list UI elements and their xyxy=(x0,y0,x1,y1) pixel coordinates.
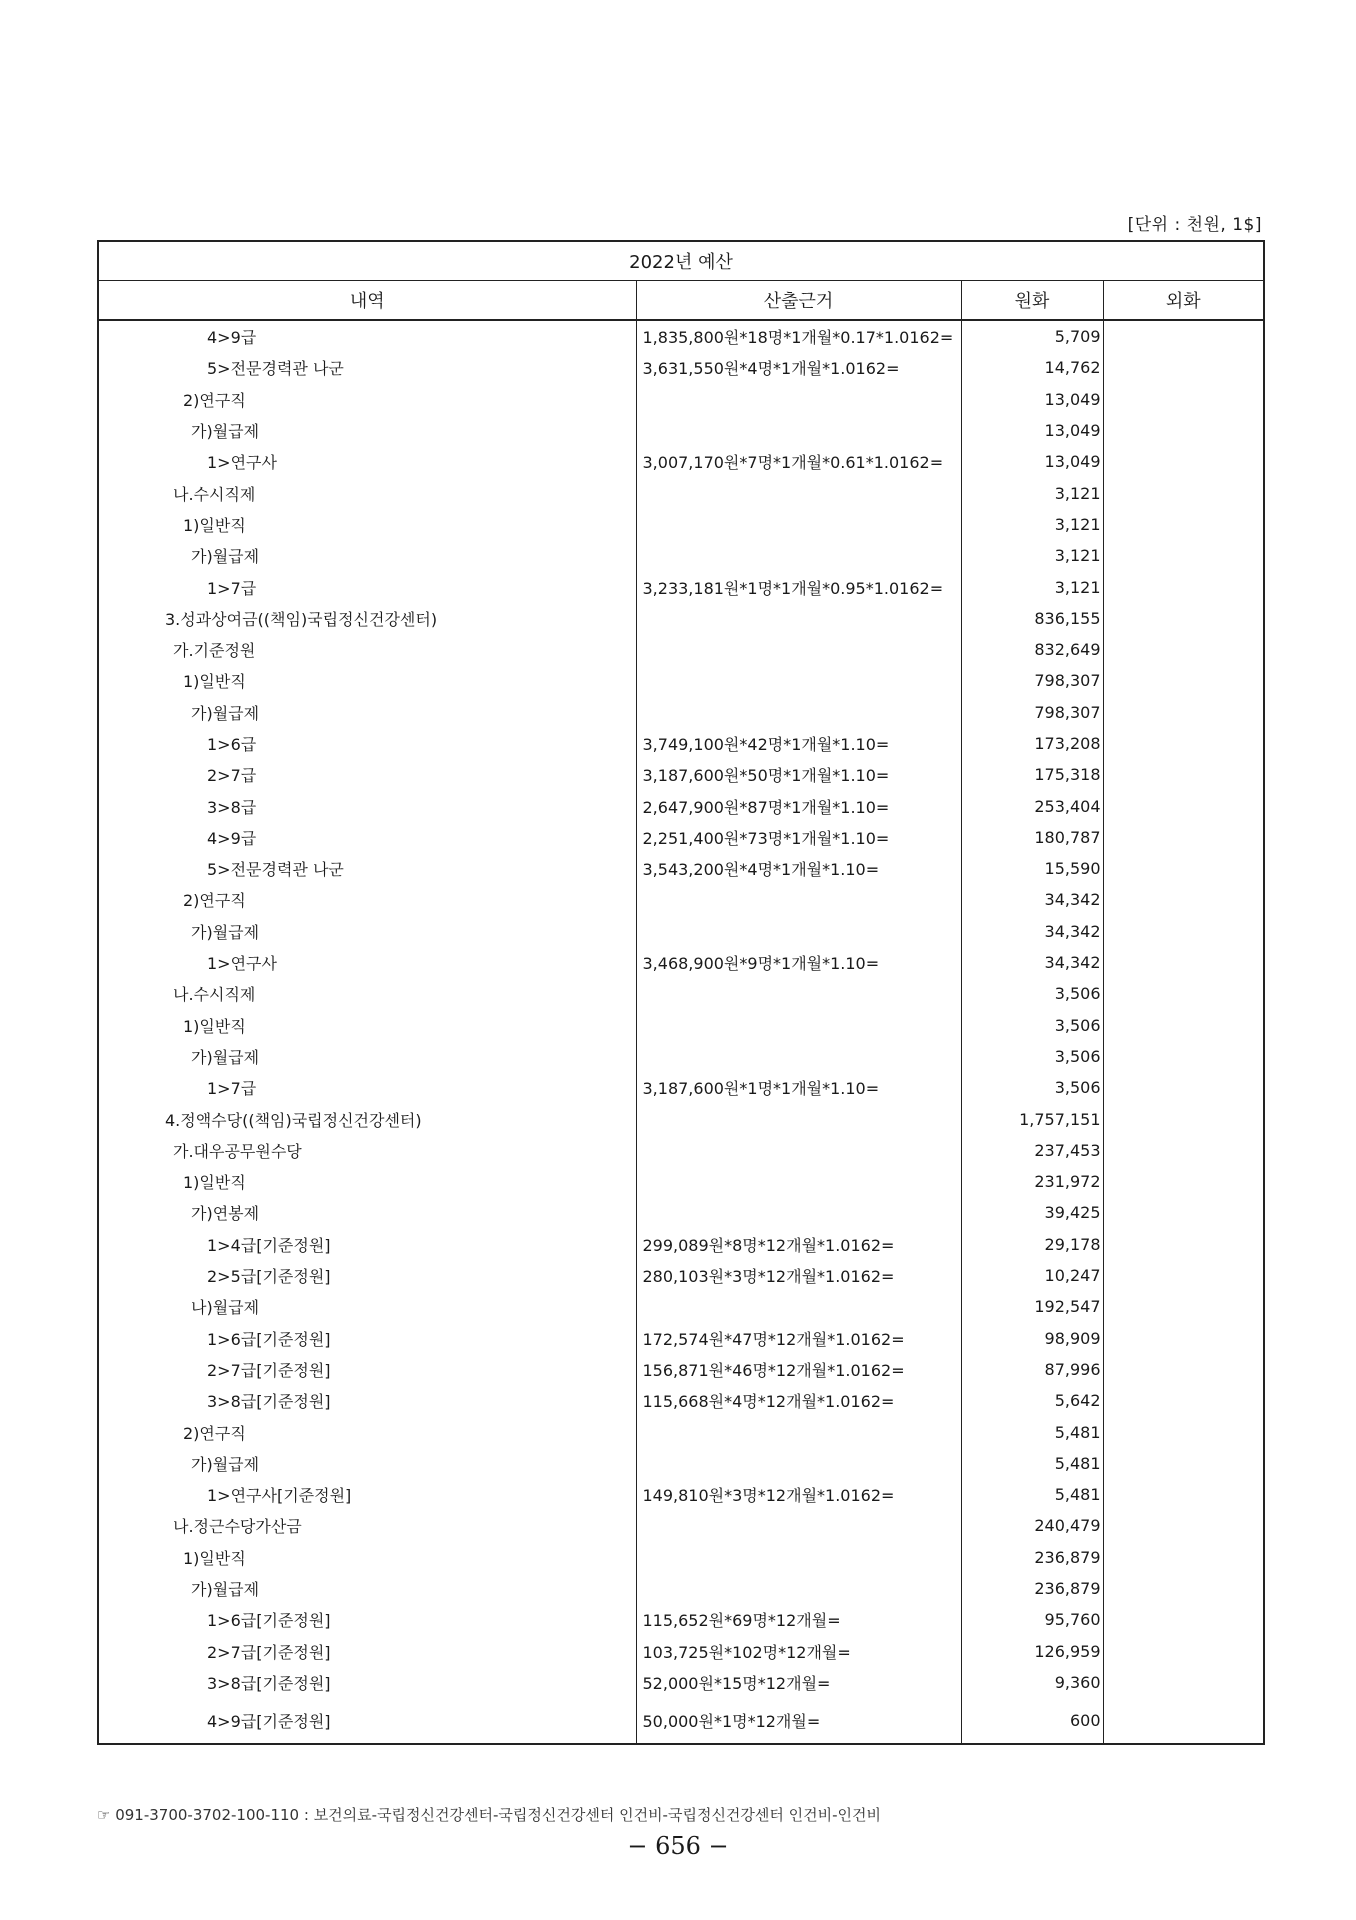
table-row xyxy=(98,822,1264,853)
row-krw: 29,178 xyxy=(961,1229,1103,1260)
row-krw: 126,959 xyxy=(961,1635,1103,1666)
row-item: 5>전문경력관 나군 xyxy=(98,853,636,884)
row-basis: 103,725원*102명*12개월= xyxy=(636,1635,961,1666)
row-fx xyxy=(1103,1667,1264,1698)
row-fx xyxy=(1103,1291,1264,1322)
table-row xyxy=(98,571,1264,602)
table-row xyxy=(98,1072,1264,1103)
table-row xyxy=(98,1604,1264,1635)
row-item: 1>연구사[기준정원] xyxy=(98,1479,636,1510)
row-krw: 253,404 xyxy=(961,790,1103,821)
row-fx xyxy=(1103,1510,1264,1541)
row-item: 3.성과상여금((책임)국립정신건강센터) xyxy=(98,603,636,634)
row-basis xyxy=(636,384,961,415)
row-fx xyxy=(1103,320,1264,352)
row-basis: 115,668원*4명*12개월*1.0162= xyxy=(636,1385,961,1416)
table-row xyxy=(98,1698,1264,1744)
header-basis: 산출근거 xyxy=(636,281,961,321)
row-item: 가)월급제 xyxy=(98,1041,636,1072)
row-item: 나.수시직제 xyxy=(98,978,636,1009)
row-fx xyxy=(1103,1448,1264,1479)
row-basis xyxy=(636,415,961,446)
unit-note: [단위 : 천원, 1$] xyxy=(1127,215,1262,235)
row-basis xyxy=(636,1416,961,1447)
row-fx xyxy=(1103,540,1264,571)
row-fx xyxy=(1103,1103,1264,1134)
row-basis: 3,233,181원*1명*1개월*0.95*1.0162= xyxy=(636,571,961,602)
row-item: 1>6급 xyxy=(98,728,636,759)
table-row xyxy=(98,352,1264,383)
row-basis: 3,543,200원*4명*1개월*1.10= xyxy=(636,853,961,884)
row-krw: 1,757,151 xyxy=(961,1103,1103,1134)
row-basis: 172,574원*47명*12개월*1.0162= xyxy=(636,1323,961,1354)
row-item: 1)일반직 xyxy=(98,1542,636,1573)
row-fx xyxy=(1103,916,1264,947)
row-krw: 173,208 xyxy=(961,728,1103,759)
table-row xyxy=(98,978,1264,1009)
row-item: 1)일반직 xyxy=(98,1010,636,1041)
row-item: 1>6급[기준정원] xyxy=(98,1323,636,1354)
row-item: 4>9급 xyxy=(98,320,636,352)
row-fx xyxy=(1103,884,1264,915)
table-row xyxy=(98,1135,1264,1166)
row-krw: 3,121 xyxy=(961,571,1103,602)
row-krw: 3,506 xyxy=(961,1010,1103,1041)
row-basis: 2,647,900원*87명*1개월*1.10= xyxy=(636,790,961,821)
row-krw: 9,360 xyxy=(961,1667,1103,1698)
row-krw: 13,049 xyxy=(961,446,1103,477)
header-krw: 원화 xyxy=(961,281,1103,321)
row-krw: 236,879 xyxy=(961,1542,1103,1573)
row-fx xyxy=(1103,1416,1264,1447)
row-krw: 3,506 xyxy=(961,978,1103,1009)
row-item: 4>9급 xyxy=(98,822,636,853)
row-basis xyxy=(636,665,961,696)
row-basis xyxy=(636,884,961,915)
table-row xyxy=(98,477,1264,508)
row-item: 가)월급제 xyxy=(98,916,636,947)
row-fx xyxy=(1103,603,1264,634)
row-fx xyxy=(1103,1698,1264,1744)
row-item: 2>7급 xyxy=(98,759,636,790)
row-krw: 798,307 xyxy=(961,665,1103,696)
row-item: 1)일반직 xyxy=(98,1166,636,1197)
row-item: 가)월급제 xyxy=(98,415,636,446)
table-row xyxy=(98,1197,1264,1228)
row-basis xyxy=(636,634,961,665)
row-item: 3>8급[기준정원] xyxy=(98,1667,636,1698)
table-row xyxy=(98,415,1264,446)
row-basis: 299,089원*8명*12개월*1.0162= xyxy=(636,1229,961,1260)
row-fx xyxy=(1103,1479,1264,1510)
row-krw: 39,425 xyxy=(961,1197,1103,1228)
header-fx: 외화 xyxy=(1103,281,1264,321)
table-row xyxy=(98,1448,1264,1479)
row-krw: 236,879 xyxy=(961,1573,1103,1604)
table-row xyxy=(98,1166,1264,1197)
row-fx xyxy=(1103,822,1264,853)
row-fx xyxy=(1103,1166,1264,1197)
table-row xyxy=(98,603,1264,634)
row-krw: 34,342 xyxy=(961,947,1103,978)
row-basis xyxy=(636,1448,961,1479)
table-row xyxy=(98,790,1264,821)
row-basis: 156,871원*46명*12개월*1.0162= xyxy=(636,1354,961,1385)
row-item: 2)연구직 xyxy=(98,384,636,415)
table-row xyxy=(98,1667,1264,1698)
table-body xyxy=(98,320,1264,1744)
row-fx xyxy=(1103,853,1264,884)
table-row xyxy=(98,728,1264,759)
table-row xyxy=(98,853,1264,884)
row-item: 가)월급제 xyxy=(98,697,636,728)
row-basis xyxy=(636,540,961,571)
row-item: 1>4급[기준정원] xyxy=(98,1229,636,1260)
row-fx xyxy=(1103,415,1264,446)
table-row xyxy=(98,1573,1264,1604)
row-fx xyxy=(1103,1197,1264,1228)
row-basis: 3,749,100원*42명*1개월*1.10= xyxy=(636,728,961,759)
row-item: 2>7급[기준정원] xyxy=(98,1635,636,1666)
row-fx xyxy=(1103,759,1264,790)
row-item: 나)월급제 xyxy=(98,1291,636,1322)
header-item: 내역 xyxy=(98,281,636,321)
row-basis: 149,810원*3명*12개월*1.0162= xyxy=(636,1479,961,1510)
row-fx xyxy=(1103,509,1264,540)
row-item: 3>8급[기준정원] xyxy=(98,1385,636,1416)
row-basis: 3,007,170원*7명*1개월*0.61*1.0162= xyxy=(636,446,961,477)
row-basis xyxy=(636,978,961,1009)
row-basis xyxy=(636,1135,961,1166)
row-basis xyxy=(636,1542,961,1573)
table-row xyxy=(98,1260,1264,1291)
row-basis xyxy=(636,1510,961,1541)
table-row xyxy=(98,1229,1264,1260)
row-item: 2>7급[기준정원] xyxy=(98,1354,636,1385)
row-krw: 98,909 xyxy=(961,1323,1103,1354)
row-fx xyxy=(1103,352,1264,383)
row-item: 가)월급제 xyxy=(98,1448,636,1479)
row-krw: 34,342 xyxy=(961,916,1103,947)
row-fx xyxy=(1103,728,1264,759)
table-row xyxy=(98,916,1264,947)
table-row xyxy=(98,665,1264,696)
row-krw: 5,481 xyxy=(961,1416,1103,1447)
row-krw: 832,649 xyxy=(961,634,1103,665)
row-item: 1)일반직 xyxy=(98,509,636,540)
row-fx xyxy=(1103,790,1264,821)
row-item: 1>연구사 xyxy=(98,947,636,978)
row-krw: 600 xyxy=(961,1698,1103,1744)
row-krw: 231,972 xyxy=(961,1166,1103,1197)
row-fx xyxy=(1103,1072,1264,1103)
row-item: 2>5급[기준정원] xyxy=(98,1260,636,1291)
row-fx xyxy=(1103,697,1264,728)
row-fx xyxy=(1103,1604,1264,1635)
table-row xyxy=(98,634,1264,665)
table-row xyxy=(98,697,1264,728)
table-row xyxy=(98,1291,1264,1322)
row-basis xyxy=(636,603,961,634)
row-krw: 13,049 xyxy=(961,415,1103,446)
row-fx xyxy=(1103,1041,1264,1072)
row-fx xyxy=(1103,634,1264,665)
row-fx xyxy=(1103,1354,1264,1385)
row-item: 가)월급제 xyxy=(98,1573,636,1604)
row-fx xyxy=(1103,446,1264,477)
row-basis: 52,000원*15명*12개월= xyxy=(636,1667,961,1698)
page-number: − 656 − xyxy=(627,1832,729,1860)
table-row xyxy=(98,384,1264,415)
row-krw: 5,481 xyxy=(961,1479,1103,1510)
row-krw: 34,342 xyxy=(961,884,1103,915)
table-row xyxy=(98,1323,1264,1354)
row-fx xyxy=(1103,1635,1264,1666)
row-basis: 3,631,550원*4명*1개월*1.0162= xyxy=(636,352,961,383)
table-row xyxy=(98,1103,1264,1134)
table-row xyxy=(98,1635,1264,1666)
row-krw: 192,547 xyxy=(961,1291,1103,1322)
row-fx xyxy=(1103,1323,1264,1354)
row-basis: 50,000원*1명*12개월= xyxy=(636,1698,961,1744)
budget-table xyxy=(97,240,1265,1745)
row-fx xyxy=(1103,477,1264,508)
row-krw: 87,996 xyxy=(961,1354,1103,1385)
row-item: 1>7급 xyxy=(98,1072,636,1103)
row-item: 가.기준정원 xyxy=(98,634,636,665)
row-krw: 180,787 xyxy=(961,822,1103,853)
row-krw: 3,506 xyxy=(961,1041,1103,1072)
table-row xyxy=(98,1354,1264,1385)
row-basis xyxy=(636,477,961,508)
row-item: 1>6급[기준정원] xyxy=(98,1604,636,1635)
row-krw: 14,762 xyxy=(961,352,1103,383)
row-item: 1>연구사 xyxy=(98,446,636,477)
row-item: 가)연봉제 xyxy=(98,1197,636,1228)
table-title: 2022년 예산 xyxy=(98,241,1264,281)
table-row xyxy=(98,446,1264,477)
row-fx xyxy=(1103,1573,1264,1604)
row-krw: 5,481 xyxy=(961,1448,1103,1479)
table-row xyxy=(98,1510,1264,1541)
row-basis: 280,103원*3명*12개월*1.0162= xyxy=(636,1260,961,1291)
row-basis: 1,835,800원*18명*1개월*0.17*1.0162= xyxy=(636,320,961,352)
row-fx xyxy=(1103,1229,1264,1260)
table-row xyxy=(98,540,1264,571)
row-krw: 798,307 xyxy=(961,697,1103,728)
row-fx xyxy=(1103,384,1264,415)
row-item: 5>전문경력관 나군 xyxy=(98,352,636,383)
row-krw: 95,760 xyxy=(961,1604,1103,1635)
row-basis xyxy=(636,1103,961,1134)
row-krw: 237,453 xyxy=(961,1135,1103,1166)
row-basis xyxy=(636,509,961,540)
row-fx xyxy=(1103,947,1264,978)
row-fx xyxy=(1103,1135,1264,1166)
table-row xyxy=(98,509,1264,540)
row-basis xyxy=(636,1197,961,1228)
row-basis: 2,251,400원*73명*1개월*1.10= xyxy=(636,822,961,853)
row-basis xyxy=(636,1010,961,1041)
row-krw: 3,506 xyxy=(961,1072,1103,1103)
row-fx xyxy=(1103,1260,1264,1291)
row-item: 2)연구직 xyxy=(98,1416,636,1447)
row-krw: 15,590 xyxy=(961,853,1103,884)
row-fx xyxy=(1103,1385,1264,1416)
row-item: 3>8급 xyxy=(98,790,636,821)
table-row xyxy=(98,947,1264,978)
row-basis xyxy=(636,1041,961,1072)
row-item: 1>7급 xyxy=(98,571,636,602)
table-row xyxy=(98,1416,1264,1447)
row-item: 2)연구직 xyxy=(98,884,636,915)
row-krw: 3,121 xyxy=(961,509,1103,540)
row-item: 나.수시직제 xyxy=(98,477,636,508)
table-row xyxy=(98,1479,1264,1510)
row-basis xyxy=(636,1166,961,1197)
row-krw: 3,121 xyxy=(961,477,1103,508)
row-item: 4>9급[기준정원] xyxy=(98,1698,636,1744)
row-basis: 115,652원*69명*12개월= xyxy=(636,1604,961,1635)
row-item: 가.대우공무원수당 xyxy=(98,1135,636,1166)
row-basis xyxy=(636,1573,961,1604)
footnote: ☞ 091-3700-3702-100-110 : 보건의료-국립정신건강센터-국립정신건강센터 인건비-국립정신건강센터 인건비-인건비 xyxy=(97,1806,882,1824)
table-row xyxy=(98,884,1264,915)
row-fx xyxy=(1103,571,1264,602)
row-basis: 3,187,600원*1명*1개월*1.10= xyxy=(636,1072,961,1103)
row-basis: 3,468,900원*9명*1개월*1.10= xyxy=(636,947,961,978)
row-item: 가)월급제 xyxy=(98,540,636,571)
row-krw: 5,709 xyxy=(961,320,1103,352)
row-basis: 3,187,600원*50명*1개월*1.10= xyxy=(636,759,961,790)
table-row xyxy=(98,1542,1264,1573)
row-fx xyxy=(1103,978,1264,1009)
row-basis xyxy=(636,697,961,728)
row-krw: 175,318 xyxy=(961,759,1103,790)
table-row xyxy=(98,320,1264,352)
row-item: 나.정근수당가산금 xyxy=(98,1510,636,1541)
row-item: 4.정액수당((책임)국립정신건강센터) xyxy=(98,1103,636,1134)
row-krw: 5,642 xyxy=(961,1385,1103,1416)
row-krw: 13,049 xyxy=(961,384,1103,415)
row-fx xyxy=(1103,1542,1264,1573)
table-row xyxy=(98,759,1264,790)
row-fx xyxy=(1103,1010,1264,1041)
row-basis xyxy=(636,916,961,947)
row-krw: 240,479 xyxy=(961,1510,1103,1541)
table-row xyxy=(98,1385,1264,1416)
table-row xyxy=(98,1010,1264,1041)
row-fx xyxy=(1103,665,1264,696)
row-krw: 836,155 xyxy=(961,603,1103,634)
table-row xyxy=(98,1041,1264,1072)
row-item: 1)일반직 xyxy=(98,665,636,696)
row-krw: 10,247 xyxy=(961,1260,1103,1291)
row-basis xyxy=(636,1291,961,1322)
row-krw: 3,121 xyxy=(961,540,1103,571)
